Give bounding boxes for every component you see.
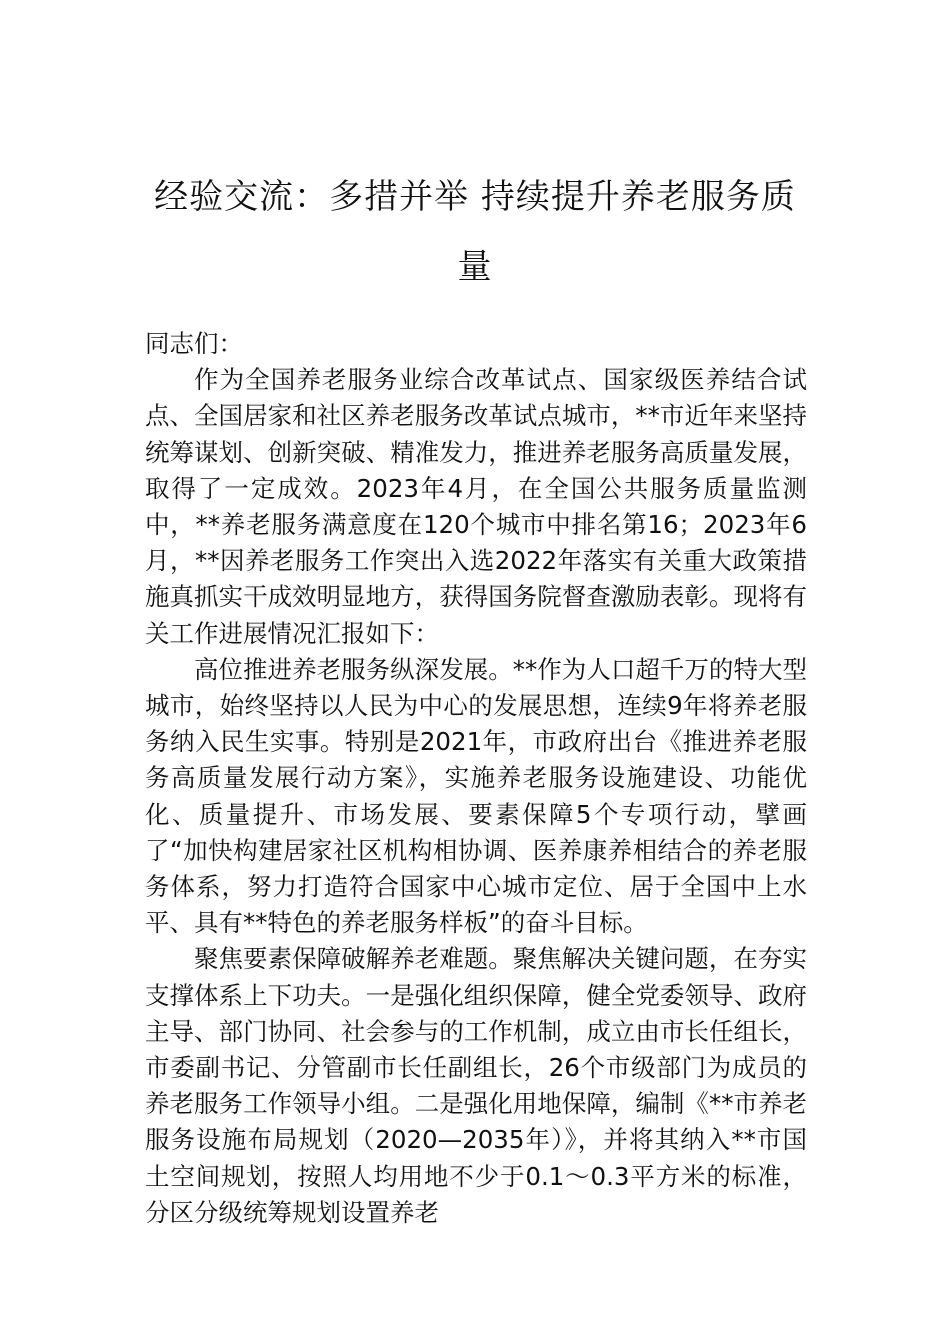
- document-title: 经验交流：多措并举 持续提升养老服务质量: [154, 177, 796, 287]
- paragraph-intro: 作为全国养老服务业综合改革试点、国家级医养结合试点、全国居家和社区养老服务改革试点城市，**市近年来坚持统筹谋划、创新突破、精准发力，推进养老服务高质量发展，取得了一定成效。2023年4月，在全国公共服务质量监测中，**养老服务满意度在120个城市中排名第16；2023年6月，**因养老服务工作突出入选2022年落实有关重大政策措施真抓实干成效明显地方，获得国务院督查激励表彰。现将有关工作进展情况汇报如下：: [145, 365, 807, 648]
- paragraph-factor-guarantee: 聚焦要素保障破解养老难题。聚焦解决关键问题，在夯实支撑体系上下功夫。一是强化组织保障，健全党委领导、政府主导、部门协同、社会参与的工作机制，成立由市长任组长，市委副书记、分管副市长任副组长，26个市级部门为成员的养老服务工作领导小组。二是强化用地保障，编制《**市养老服务设施布局规划（2020—2035年）》，并将其纳入**市国土空间规划，按照人均用地不少于0.1～0.3平方米的标准，分区分级统筹规划设置养老: [145, 944, 807, 1227]
- paragraph-high-level-promotion: 高位推进养老服务纵深发展。**作为人口超千万的特大型城市，始终坚持以人民为中心的发展思想，连续9年将养老服务纳入民生实事。特别是2021年，市政府出台《推进养老服务高质量发展行动方案》，实施养老服务设施建设、功能优化、质量提升、市场发展、要素保障5个专项行动，擘画了“加快构建居家社区机构相协调、医养康养相结合的养老服务体系，努力打造符合国家中心城市定位、居于全国中上水平、具有**特色的养老服务样板”的奋斗目标。: [145, 654, 807, 938]
- salutation: 同志们：: [145, 329, 243, 358]
- document-body: [145, 326, 807, 1231]
